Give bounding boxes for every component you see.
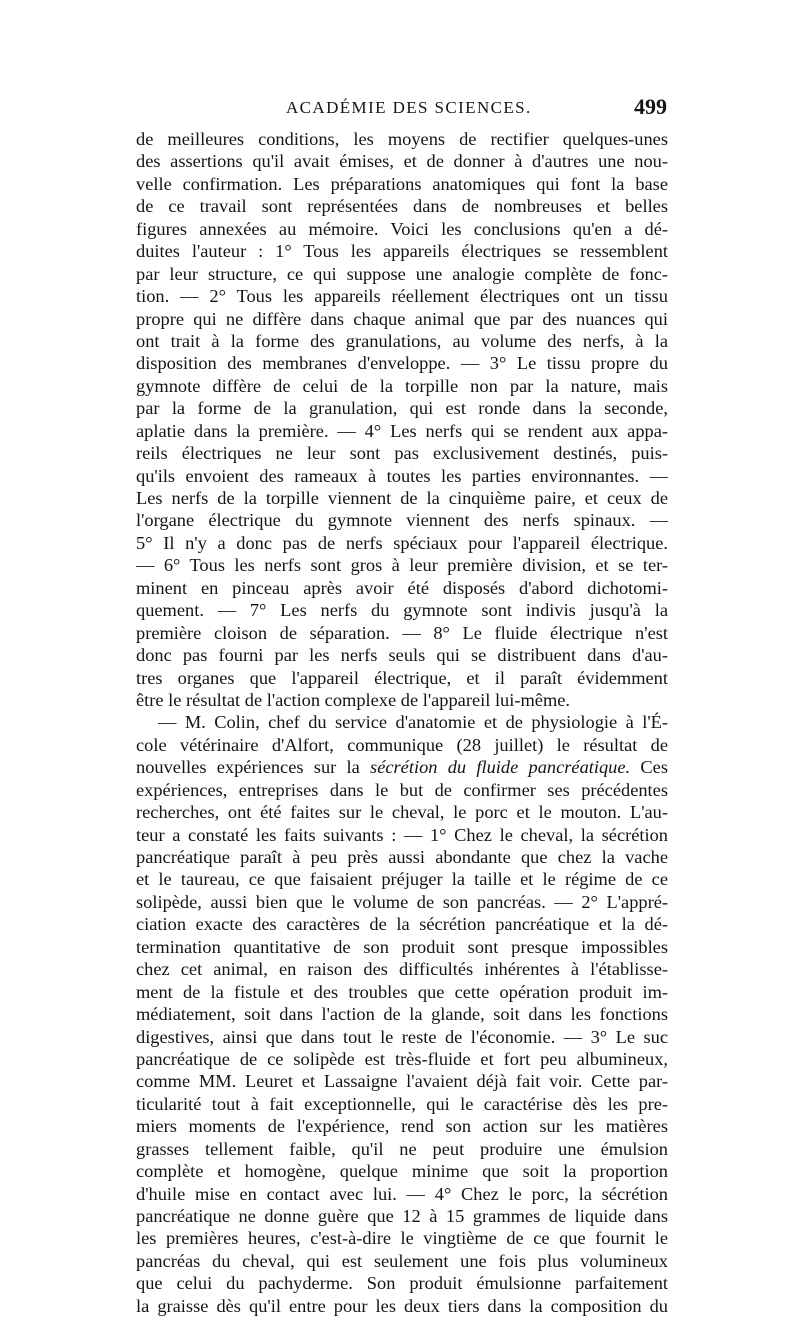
running-title: ACADÉMIE DES SCIENCES. xyxy=(286,98,532,117)
text-line: grasses tellement faible, qu'il ne peut produire une émulsion xyxy=(136,1138,668,1159)
text-line: comme MM. Leuret et Lassaigne l'avaient déjà fait voir. Cette par- xyxy=(136,1071,668,1092)
text-line: cole vétérinaire d'Alfort, communique (28 juillet) le résultat de xyxy=(136,734,668,755)
text-line: qu'ils envoient des rameaux à toutes les parties environnantes. — xyxy=(136,465,668,486)
text-line: termination quantitative de son produit sont presque impossibles xyxy=(136,936,668,957)
body-text xyxy=(136,128,668,1317)
text-line: de meilleures conditions, les moyens de rectifier quelques-unes xyxy=(136,129,668,149)
paragraph-start-line: — M. Colin, chef du service d'anatomie et de physiologie à l'É- xyxy=(158,712,668,733)
text-line: quement. — 7° Les nerfs du gymnote sont indivis jusqu'à la xyxy=(136,600,668,621)
text-line: chez cet animal, en raison des difficultés inhérentes à l'établisse- xyxy=(136,959,668,980)
text-line: ticularité tout à fait exceptionnelle, qui le caractérise dès les pre- xyxy=(136,1093,668,1114)
text-segment: nouvelles expériences sur la xyxy=(136,757,371,778)
text-line: miers moments de l'expérience, rend son action sur les matières xyxy=(136,1116,668,1137)
text-line: première cloison de séparation. — 8° Le fluide électrique n'est xyxy=(136,622,668,643)
text-line: pancréas du cheval, qui est seulement une fois plus volumineux xyxy=(136,1250,668,1271)
text-line: ont trait à la forme des granulations, au volume des nerfs, à la xyxy=(136,330,668,351)
text-line: gymnote diffère de celui de la torpille non par la nature, mais xyxy=(136,375,668,396)
text-line: donc pas fourni par les nerfs seuls qui se distribuent dans d'au- xyxy=(136,645,668,666)
text-line: velle confirmation. Les préparations anatomiques qui font la base xyxy=(136,173,668,194)
text-line: ciation exacte des caractères de la sécrétion pancréatique et la dé- xyxy=(136,914,668,935)
text-line: la graisse dès qu'il entre pour les deux tiers dans la composition du xyxy=(136,1295,668,1316)
text-line: de ce travail sont représentées dans de nombreuses et belles xyxy=(136,196,668,217)
text-line: complète et homogène, quelque minime que soit la proportion xyxy=(136,1161,668,1182)
text-line: pancréatique de ce solipède est très-fluide et fort peu albumineux, xyxy=(136,1048,668,1069)
text-line: minent en pinceau après avoir été disposés d'abord dichotomi- xyxy=(136,577,668,598)
text-line: digestives, ainsi que dans tout le reste de l'économie. — 3° Le suc xyxy=(136,1026,668,1047)
text-line: teur a constaté les faits suivants : — 1° Chez le cheval, la sécrétion xyxy=(136,824,668,845)
text-line: d'huile mise en contact avec lui. — 4° Chez le porc, la sécrétion xyxy=(136,1183,668,1204)
text-line: des assertions qu'il avait émises, et de donner à d'autres une nou- xyxy=(136,151,668,172)
text-line: 5° Il n'y a donc pas de nerfs spéciaux pour l'appareil électrique. xyxy=(136,532,668,553)
text-line: que celui du pachyderme. Son produit émulsionne parfaitement xyxy=(136,1273,668,1294)
text-line: propre qui ne diffère dans chaque animal que par des nuances qui xyxy=(136,308,668,329)
text-line-with-italic xyxy=(136,756,668,778)
text-line: ment de la fistule et des troubles que cette opération produit im- xyxy=(136,981,668,1002)
text-line: l'organe électrique du gymnote viennent des nerfs spinaux. — xyxy=(136,510,668,531)
text-line: pancréatique paraît à peu près aussi abondante que chez la vache xyxy=(136,847,668,867)
text-line: par leur structure, ce qui suppose une analogie complète de fonc- xyxy=(136,263,668,284)
text-line: pancréatique ne donne guère que 12 à 15 grammes de liquide dans xyxy=(136,1206,668,1226)
text-line: — 6° Tous les nerfs sont gros à leur première division, et se ter- xyxy=(136,555,668,576)
text-segment: Ces xyxy=(630,757,668,778)
text-line: tion. — 2° Tous les appareils réellement électriques ont un tissu xyxy=(136,286,668,307)
text-line: aplatie dans la première. — 4° Les nerfs qui se rendent aux appa- xyxy=(136,420,668,441)
text-line: tres organes que l'appareil électrique, et il paraît évidemment xyxy=(136,667,668,688)
page-number: 499 xyxy=(634,94,667,119)
text-line: et le taureau, ce que faisaient préjuger la taille et le régime de ce xyxy=(136,869,668,890)
text-line: les premières heures, c'est-à-dire le vingtième de ce que fournit le xyxy=(136,1228,668,1249)
text-line: disposition des membranes d'enveloppe. — 3° Le tissu propre du xyxy=(136,353,668,374)
italic-phrase: sécrétion du fluide pancréatique. xyxy=(370,757,631,778)
text-line: Les nerfs de la torpille viennent de la cinquième paire, et ceux de xyxy=(136,488,668,508)
text-line: expériences, entreprises dans le but de confirmer ses précédentes xyxy=(136,779,668,800)
text-line: solipède, aussi bien que le volume de son pancréas. — 2° L'appré- xyxy=(136,891,668,912)
page-header xyxy=(137,94,667,124)
text-line: médiatement, soit dans l'action de la glande, soit dans les fonctions xyxy=(136,1004,668,1025)
text-line: duites l'auteur : 1° Tous les appareils électriques se ressemblent xyxy=(136,241,668,262)
text-line: reils électriques ne leur sont pas exclusivement destinés, puis- xyxy=(136,443,668,464)
text-line: figures annexées au mémoire. Voici les conclusions qu'en a dé- xyxy=(136,218,668,239)
text-line: par la forme de la granulation, qui est ronde dans la seconde, xyxy=(136,398,668,419)
text-line: recherches, ont été faites sur le cheval, le porc et le mouton. L'au- xyxy=(136,802,668,823)
text-line: être le résultat de l'action complexe de l'appareil lui-même. xyxy=(136,689,571,710)
